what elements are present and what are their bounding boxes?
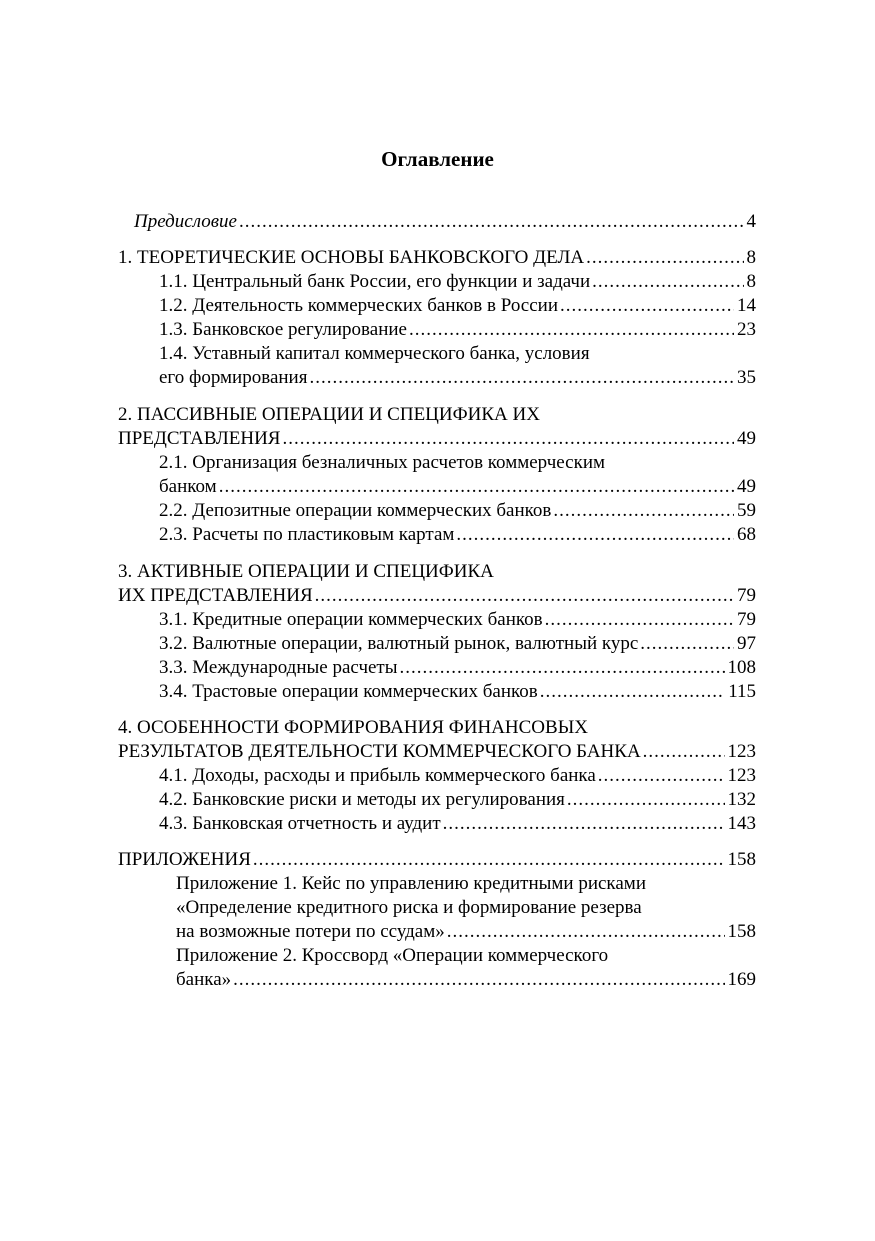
toc-leader-dots	[447, 920, 725, 944]
toc-entry-2-1-line1[interactable]: 2.1. Организация безналичных расчетов коммерческим	[159, 452, 606, 473]
toc-entry-1-4-line1[interactable]: 1.4. Уставный капитал коммерческого банка, условия	[159, 343, 590, 364]
toc-entry-chapter-4-line1[interactable]: 4. ОСОБЕННОСТИ ФОРМИРОВАНИЯ ФИНАНСОВЫХ	[118, 717, 588, 738]
toc-entry-chapter-2-line1[interactable]: 2. ПАССИВНЫЕ ОПЕРАЦИИ И СПЕЦИФИКА ИХ	[118, 404, 540, 425]
toc-entry-text: 4.1. Доходы, расходы и прибыль коммерческого банка	[159, 765, 596, 786]
toc-entry-text: 1. ТЕОРЕТИЧЕСКИЕ ОСНОВЫ БАНКОВСКОГО ДЕЛА	[118, 247, 585, 268]
toc-entry-text: его формирования	[159, 367, 308, 388]
toc-entry-appendix-1-line2[interactable]: «Определение кредитного риска и формирование резерва	[176, 897, 642, 918]
toc-entry-text: 3.4. Трастовые операции коммерческих банков	[159, 681, 538, 702]
toc-entry-2-3[interactable]	[159, 523, 756, 547]
toc-entry-chapter-4[interactable]	[118, 740, 756, 764]
toc-page-number: 59	[737, 500, 756, 521]
toc-entry-3-2[interactable]	[159, 632, 756, 656]
toc-entry-3-3[interactable]	[159, 656, 756, 680]
toc-entry-text: 1.1. Центральный банк России, его функции и задачи	[159, 271, 591, 292]
toc-page-number: 68	[737, 524, 756, 545]
toc-entry-appendix-1-line1[interactable]: Приложение 1. Кейс по управлению кредитными рисками	[176, 873, 646, 894]
toc-leader-dots	[400, 656, 725, 680]
toc-leader-dots	[253, 848, 725, 872]
toc-entry-3-1[interactable]	[159, 608, 756, 632]
toc-page-number: 14	[737, 295, 756, 316]
toc-entry-text: 3.3. Международные расчеты	[159, 657, 398, 678]
toc-leader-dots	[282, 427, 734, 451]
toc-entry-1-4[interactable]	[159, 366, 756, 390]
toc-page-number: 158	[727, 849, 756, 870]
toc-leader-dots	[315, 584, 734, 608]
toc-page-number: 108	[727, 657, 756, 678]
toc-entry-1-2[interactable]	[159, 294, 756, 318]
toc-leader-dots	[553, 499, 734, 523]
toc-page-number: 4	[746, 211, 756, 232]
toc-entry-text: Предисловие	[134, 211, 237, 232]
toc-leader-dots	[456, 523, 734, 547]
toc-page-number: 8	[746, 247, 756, 268]
toc-leader-dots	[309, 366, 734, 390]
toc-page-number: 169	[727, 969, 756, 990]
toc-entry-preface[interactable]	[134, 210, 756, 234]
toc-leader-dots	[586, 246, 743, 270]
toc-page-number: 143	[727, 813, 756, 834]
toc-leader-dots	[560, 294, 734, 318]
toc-entry-text: ИХ ПРЕДСТАВЛЕНИЯ	[118, 585, 313, 606]
toc-entry-chapter-3-line1[interactable]: 3. АКТИВНЫЕ ОПЕРАЦИИ И СПЕЦИФИКА	[118, 561, 494, 582]
toc-page-number: 115	[728, 681, 756, 702]
toc-entry-appendices[interactable]	[118, 848, 756, 872]
toc-entry-appendix-1[interactable]	[176, 920, 756, 944]
toc-page-number: 8	[746, 271, 756, 292]
toc-entry-text: 3.2. Валютные операции, валютный рынок, валютный курс	[159, 633, 639, 654]
toc-page-number: 97	[737, 633, 756, 654]
toc-entry-text: банка»	[176, 969, 232, 990]
toc-entry-3-4[interactable]	[159, 680, 756, 704]
toc-entry-text: 3.1. Кредитные операции коммерческих банков	[159, 609, 543, 630]
toc-leader-dots	[643, 740, 725, 764]
toc-entry-4-2[interactable]	[159, 788, 756, 812]
toc-entry-appendix-2[interactable]	[176, 968, 756, 992]
toc-leader-dots	[592, 270, 743, 294]
toc-entry-2-1[interactable]	[159, 475, 756, 499]
toc-entry-chapter-1[interactable]	[118, 246, 756, 270]
toc-leader-dots	[640, 632, 734, 656]
toc-page-number: 123	[727, 741, 756, 762]
page-title: Оглавление	[381, 147, 494, 171]
toc-page-number: 49	[737, 428, 756, 449]
toc-entry-2-2[interactable]	[159, 499, 756, 523]
toc-entry-chapter-2[interactable]	[118, 427, 756, 451]
toc-page-number: 79	[737, 585, 756, 606]
toc-leader-dots	[233, 968, 724, 992]
toc-leader-dots	[567, 788, 725, 812]
toc-entry-1-3[interactable]	[159, 318, 756, 342]
toc-entry-text: 2.2. Депозитные операции коммерческих банков	[159, 500, 552, 521]
toc-leader-dots	[219, 475, 734, 499]
toc-leader-dots	[409, 318, 734, 342]
toc-entry-text: ПРИЛОЖЕНИЯ	[118, 849, 251, 870]
toc-leader-dots	[239, 210, 744, 234]
toc-page-number: 123	[727, 765, 756, 786]
toc-entry-text: РЕЗУЛЬТАТОВ ДЕЯТЕЛЬНОСТИ КОММЕРЧЕСКОГО БАНКА	[118, 741, 641, 762]
toc-entry-text: 2.3. Расчеты по пластиковым картам	[159, 524, 455, 545]
toc-leader-dots	[443, 812, 725, 836]
toc-entry-text: на возможные потери по ссудам»	[176, 921, 445, 942]
toc-page-number: 35	[737, 367, 756, 388]
toc-entry-text: 4.2. Банковские риски и методы их регулирования	[159, 789, 565, 810]
toc-entry-text: 4.3. Банковская отчетность и аудит	[159, 813, 441, 834]
toc-entry-text: 1.3. Банковское регулирование	[159, 319, 407, 340]
toc-page-number: 79	[737, 609, 756, 630]
toc-leader-dots	[545, 608, 734, 632]
toc-leader-dots	[540, 680, 725, 704]
toc-page-number: 23	[737, 319, 756, 340]
toc-entry-text: ПРЕДСТАВЛЕНИЯ	[118, 428, 281, 449]
toc-page-number: 158	[727, 921, 756, 942]
toc-entry-text: банком	[159, 476, 217, 497]
toc-entry-1-1[interactable]	[159, 270, 756, 294]
toc-entry-chapter-3[interactable]	[118, 584, 756, 608]
toc-page-number: 49	[737, 476, 756, 497]
toc-entry-4-3[interactable]	[159, 812, 756, 836]
toc-page-number: 132	[727, 789, 756, 810]
toc-leader-dots	[598, 764, 725, 788]
toc-entry-appendix-2-line1[interactable]: Приложение 2. Кроссворд «Операции коммерческого	[176, 945, 609, 966]
toc-entry-4-1[interactable]	[159, 764, 756, 788]
toc-entry-text: 1.2. Деятельность коммерческих банков в России	[159, 295, 558, 316]
